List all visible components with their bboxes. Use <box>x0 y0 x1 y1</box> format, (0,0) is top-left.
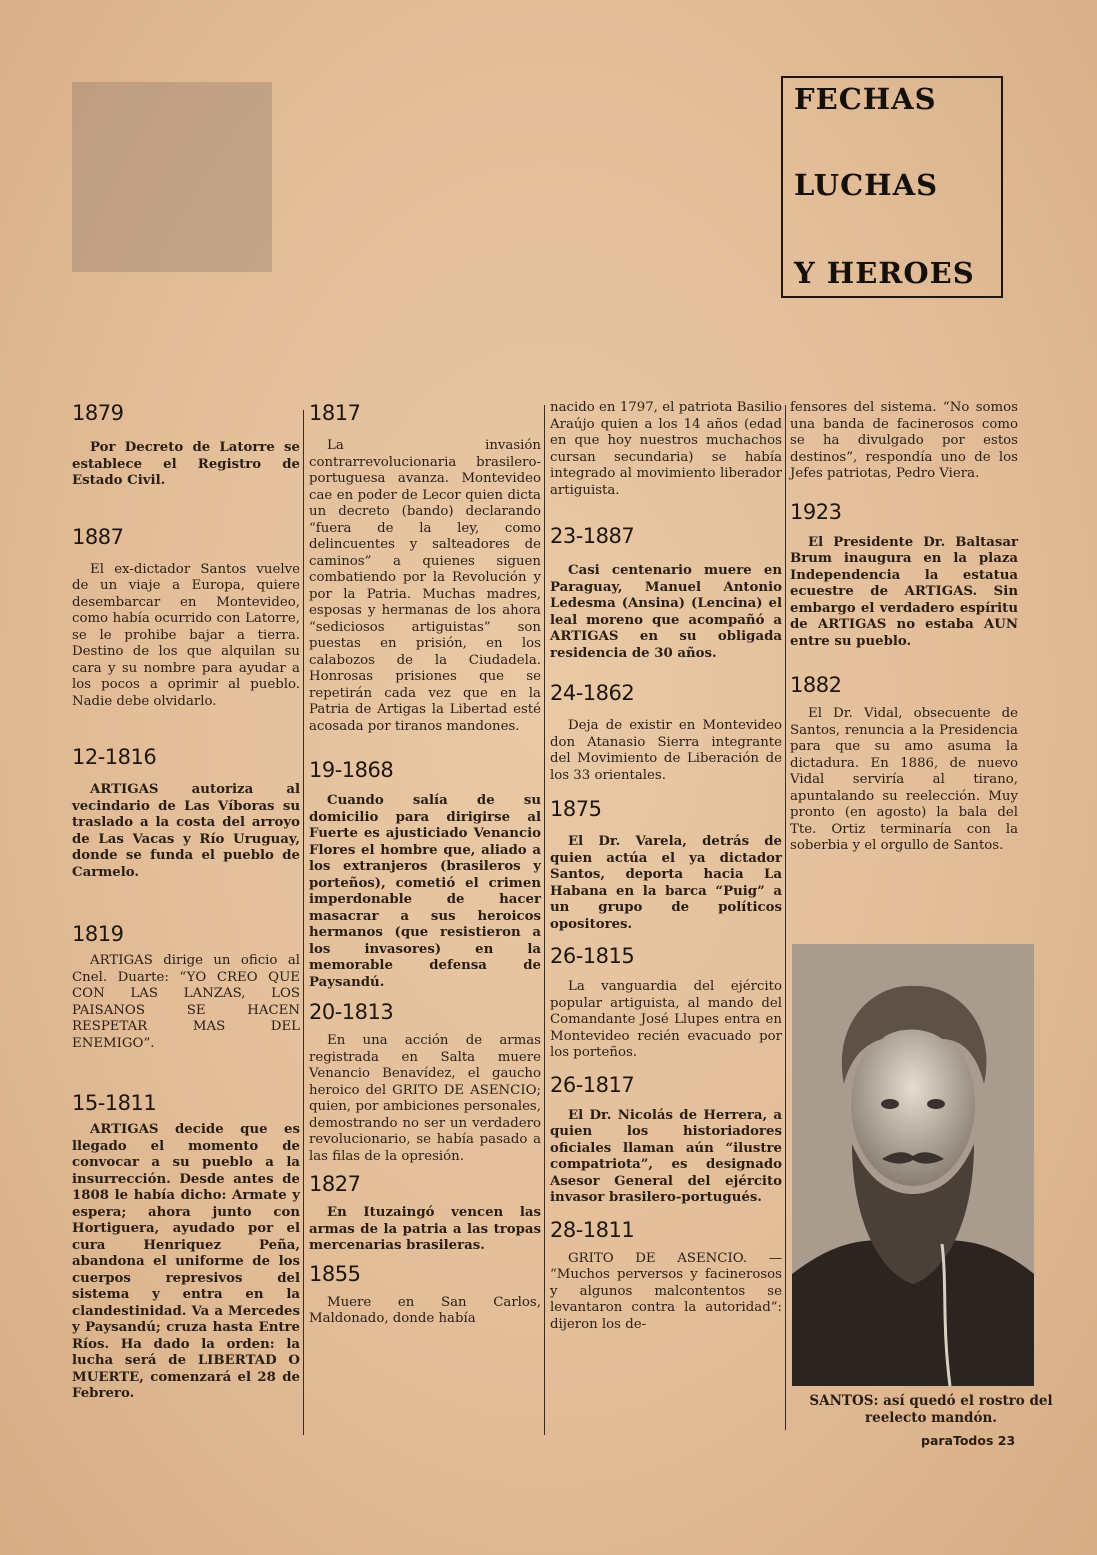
entry-year: 26-1817 <box>550 1072 635 1097</box>
entry-year: 1875 <box>550 797 602 821</box>
timeline-entry <box>790 400 1018 483</box>
column-rule <box>544 405 545 1435</box>
timeline-entry <box>550 400 782 499</box>
timeline-entry <box>72 921 300 1052</box>
entry-text: ARTIGAS dirige un oficio al Cnel. Duarte: “YO CREO QUE CON LAS LANZAS, LOS PAISANOS SE HACEN RESPETAR MAS DEL ENEMIGO”. <box>72 953 300 1051</box>
entry-text: nacido en 1797, el patriota Basilio Araújo quien a los 14 años (edad en que hoy nuestros muchachos cursan secundaria) se había integrado al movimiento liberador artiguista. <box>550 400 782 498</box>
entry-text: fensores del sistema. “No somos una banda de facinerosos como se ha divulgado por estos destinos”, respondía uno de los Jefes patriotas, Pedro Viera. <box>790 400 1018 481</box>
entry-year: 19-1868 <box>309 758 394 782</box>
title-line-2: LUCHAS <box>794 168 939 202</box>
column-rule <box>785 405 786 1430</box>
santos-portrait-photo <box>792 944 1034 1386</box>
timeline-entry <box>550 523 782 662</box>
entry-text: La vanguardia del ejército popular artiguista, al mando del Comandante José Llupes entra en Montevideo recién evacuado por los porteños. <box>550 979 782 1060</box>
title-box <box>781 76 1003 298</box>
title-line-3: Y HEROES <box>794 256 975 290</box>
portrait-illustration <box>792 944 1034 1386</box>
entry-year: 1882 <box>790 673 842 697</box>
entry-text: El Dr. Varela, detrás de quien actúa el ya dictador Santos, deporta hacia La Habana en la barca “Puig” a un grupo de políticos opositores. <box>550 834 782 932</box>
title-line-1: FECHAS <box>794 82 937 116</box>
entry-text: Casi centenario muere en Paraguay, Manuel Antonio Ledesma (Ansina) (Lencina) el leal moreno que acompañó a ARTIGAS en su obligada residencia de 30 años. <box>550 563 782 661</box>
timeline-entry <box>72 400 300 490</box>
column-1 <box>72 400 300 1403</box>
entry-text: El Presidente Dr. Baltasar Brum inaugura en la plaza Independencia la estatua ecuestre de ARTIGAS. Sin embargo el verdadero espíritu de ARTIGAS no estaba AUN entre su pueblo. <box>790 534 1018 649</box>
entry-year: 1819 <box>72 922 124 946</box>
column-2 <box>309 400 541 1328</box>
entry-text: Cuando salía de su domicilio para dirigirse al Fuerte es ajusticiado Venancio Flores el hombre que, aliado a los extranjeros (brasileros y porteños), cometió el crimen imperdonable de hacer masacrar a sus heroicos hermanos (que resistieron a los invasores) en la memorable defensa de Paysandú. <box>309 793 541 990</box>
timeline-entry <box>550 796 782 933</box>
entry-year: 26-1815 <box>550 944 635 968</box>
timeline-entry <box>72 1090 300 1403</box>
column-rule <box>303 410 304 1435</box>
entry-year: 1887 <box>72 524 124 549</box>
faded-title-bleedthrough <box>72 82 272 272</box>
entry-text: En Ituzaingó vencen las armas de la patria a las tropas mercenarias brasileras. <box>309 1205 541 1253</box>
entry-year: 23-1887 <box>550 524 635 548</box>
entry-text: Por Decreto de Latorre se establece el Registro de Estado Civil. <box>72 440 300 488</box>
timeline-entry <box>550 1217 782 1334</box>
timeline-entry <box>309 1171 541 1255</box>
timeline-entry <box>550 943 782 1062</box>
timeline-entry <box>790 672 1018 855</box>
timeline-entry <box>790 499 1018 651</box>
timeline-entry <box>309 757 541 991</box>
entry-year: 15-1811 <box>72 1091 157 1115</box>
page-footer: paraTodos 23 <box>921 1433 1016 1448</box>
entry-year: 1827 <box>309 1172 361 1196</box>
entry-text: El ex-dictador Santos vuelve de un viaje a Europa, quiere desembarcar en Montevideo, como había ocurrido con Latorre, se le prohibe bajar a tierra. Destino de los que alquilan su cara y su nombre para ayudar a los pocos a oprimir al pueblo. Nadie debe olvidarlo. <box>72 561 300 709</box>
entry-text: GRITO DE ASENCIO. — “Muchos perversos y facinerosos y algunos malcontentos se levantaron contra la autoridad”: dijeron los de- <box>550 1250 782 1332</box>
entry-text: ARTIGAS autoriza al vecindario de Las Víboras su traslado a la costa del arroyo de Las Vacas y Río Uruguay, donde se funda el pueblo de Carmelo. <box>72 782 300 880</box>
timeline-entry <box>72 744 300 881</box>
timeline-entry <box>309 1261 541 1328</box>
column-3 <box>550 400 782 1333</box>
timeline-entry <box>309 999 541 1165</box>
entry-text: ARTIGAS decide que es llegado el momento de convocar a su pueblo a la insurrección. Desde antes de 1808 le había dicho: Armate y espera; ahora junto con Hortiguera, ayudado por el cura Henriquez Peña, abandona el uniforme de los cuerpos represivos del sistema y entra en la clandestinidad. Va a Mercedes y Paysandú; cruza hasta Entre Ríos. Ha dado la orden: la lucha será de LIBERTAD O MUERTE, comenzará el 28 de Febrero. <box>72 1122 300 1401</box>
timeline-entry <box>550 680 782 784</box>
entry-text: El Dr. Nicolás de Herrera, a quien los historiadores oficiales llaman aún “ilustre compatriota”, es designado Asesor General del ejército invasor brasilero-portugués. <box>550 1107 782 1205</box>
entry-text: Muere en San Carlos, Maldonado, donde había <box>309 1294 541 1326</box>
timeline-entry <box>72 524 300 711</box>
entry-text: Deja de existir en Montevideo don Atanasio Sierra integrante del Movimiento de Liberación de los 33 orientales. <box>550 718 782 783</box>
entry-year: 1817 <box>309 401 361 425</box>
entry-year: 1879 <box>72 401 124 425</box>
timeline-entry <box>309 400 541 735</box>
entry-year: 20-1813 <box>309 1000 394 1024</box>
column-4 <box>790 400 1018 855</box>
entry-year: 12-1816 <box>72 745 157 769</box>
timeline-entry <box>550 1072 782 1207</box>
entry-year: 1855 <box>309 1261 361 1286</box>
entry-text: La invasión contrarrevolucionaria brasilero-portuguesa avanza. Montevideo cae en poder de Lecor quien dicta un decreto (bando) declarando “fuera de la ley, como delincuentes y salteadores de caminos” a quienes siguen combatiendo por la Revolución y por la Patria. Muchas madres, esposas y hermanas de los ahora “sediciosos artiguistas” son puestas en prisión, en los calabozos de la Ciudadela. Honrosas prisiones que se repetirán cada vez que en la Patria de Artigas la Libertad esté acosada por tiranos mandones. <box>309 438 541 734</box>
photo-caption: SANTOS: así quedó el rostro del reelecto mandón. <box>809 1393 1053 1426</box>
entry-year: 1923 <box>790 499 842 524</box>
entry-year: 28-1811 <box>550 1217 635 1242</box>
entry-text: En una acción de armas registrada en Salta muere Venancio Benavídez, el gaucho heroico del GRITO DE ASENCIO; quien, por ambiciones personales, demostrando no ser un verdadero revolucionario, se había pasado a las filas de la opresión. <box>309 1033 541 1164</box>
entry-text: El Dr. Vidal, obsecuente de Santos, renuncia a la Presidencia para que su amo asuma la dictadura. En 1886, de nuevo Vidal serviría al tirano, apuntalando su reelección. Muy pronto (en agosto) la bala del Tte. Ortiz terminaría con la soberbia y el orgullo de Santos. <box>790 706 1018 853</box>
entry-year: 24-1862 <box>550 681 635 705</box>
